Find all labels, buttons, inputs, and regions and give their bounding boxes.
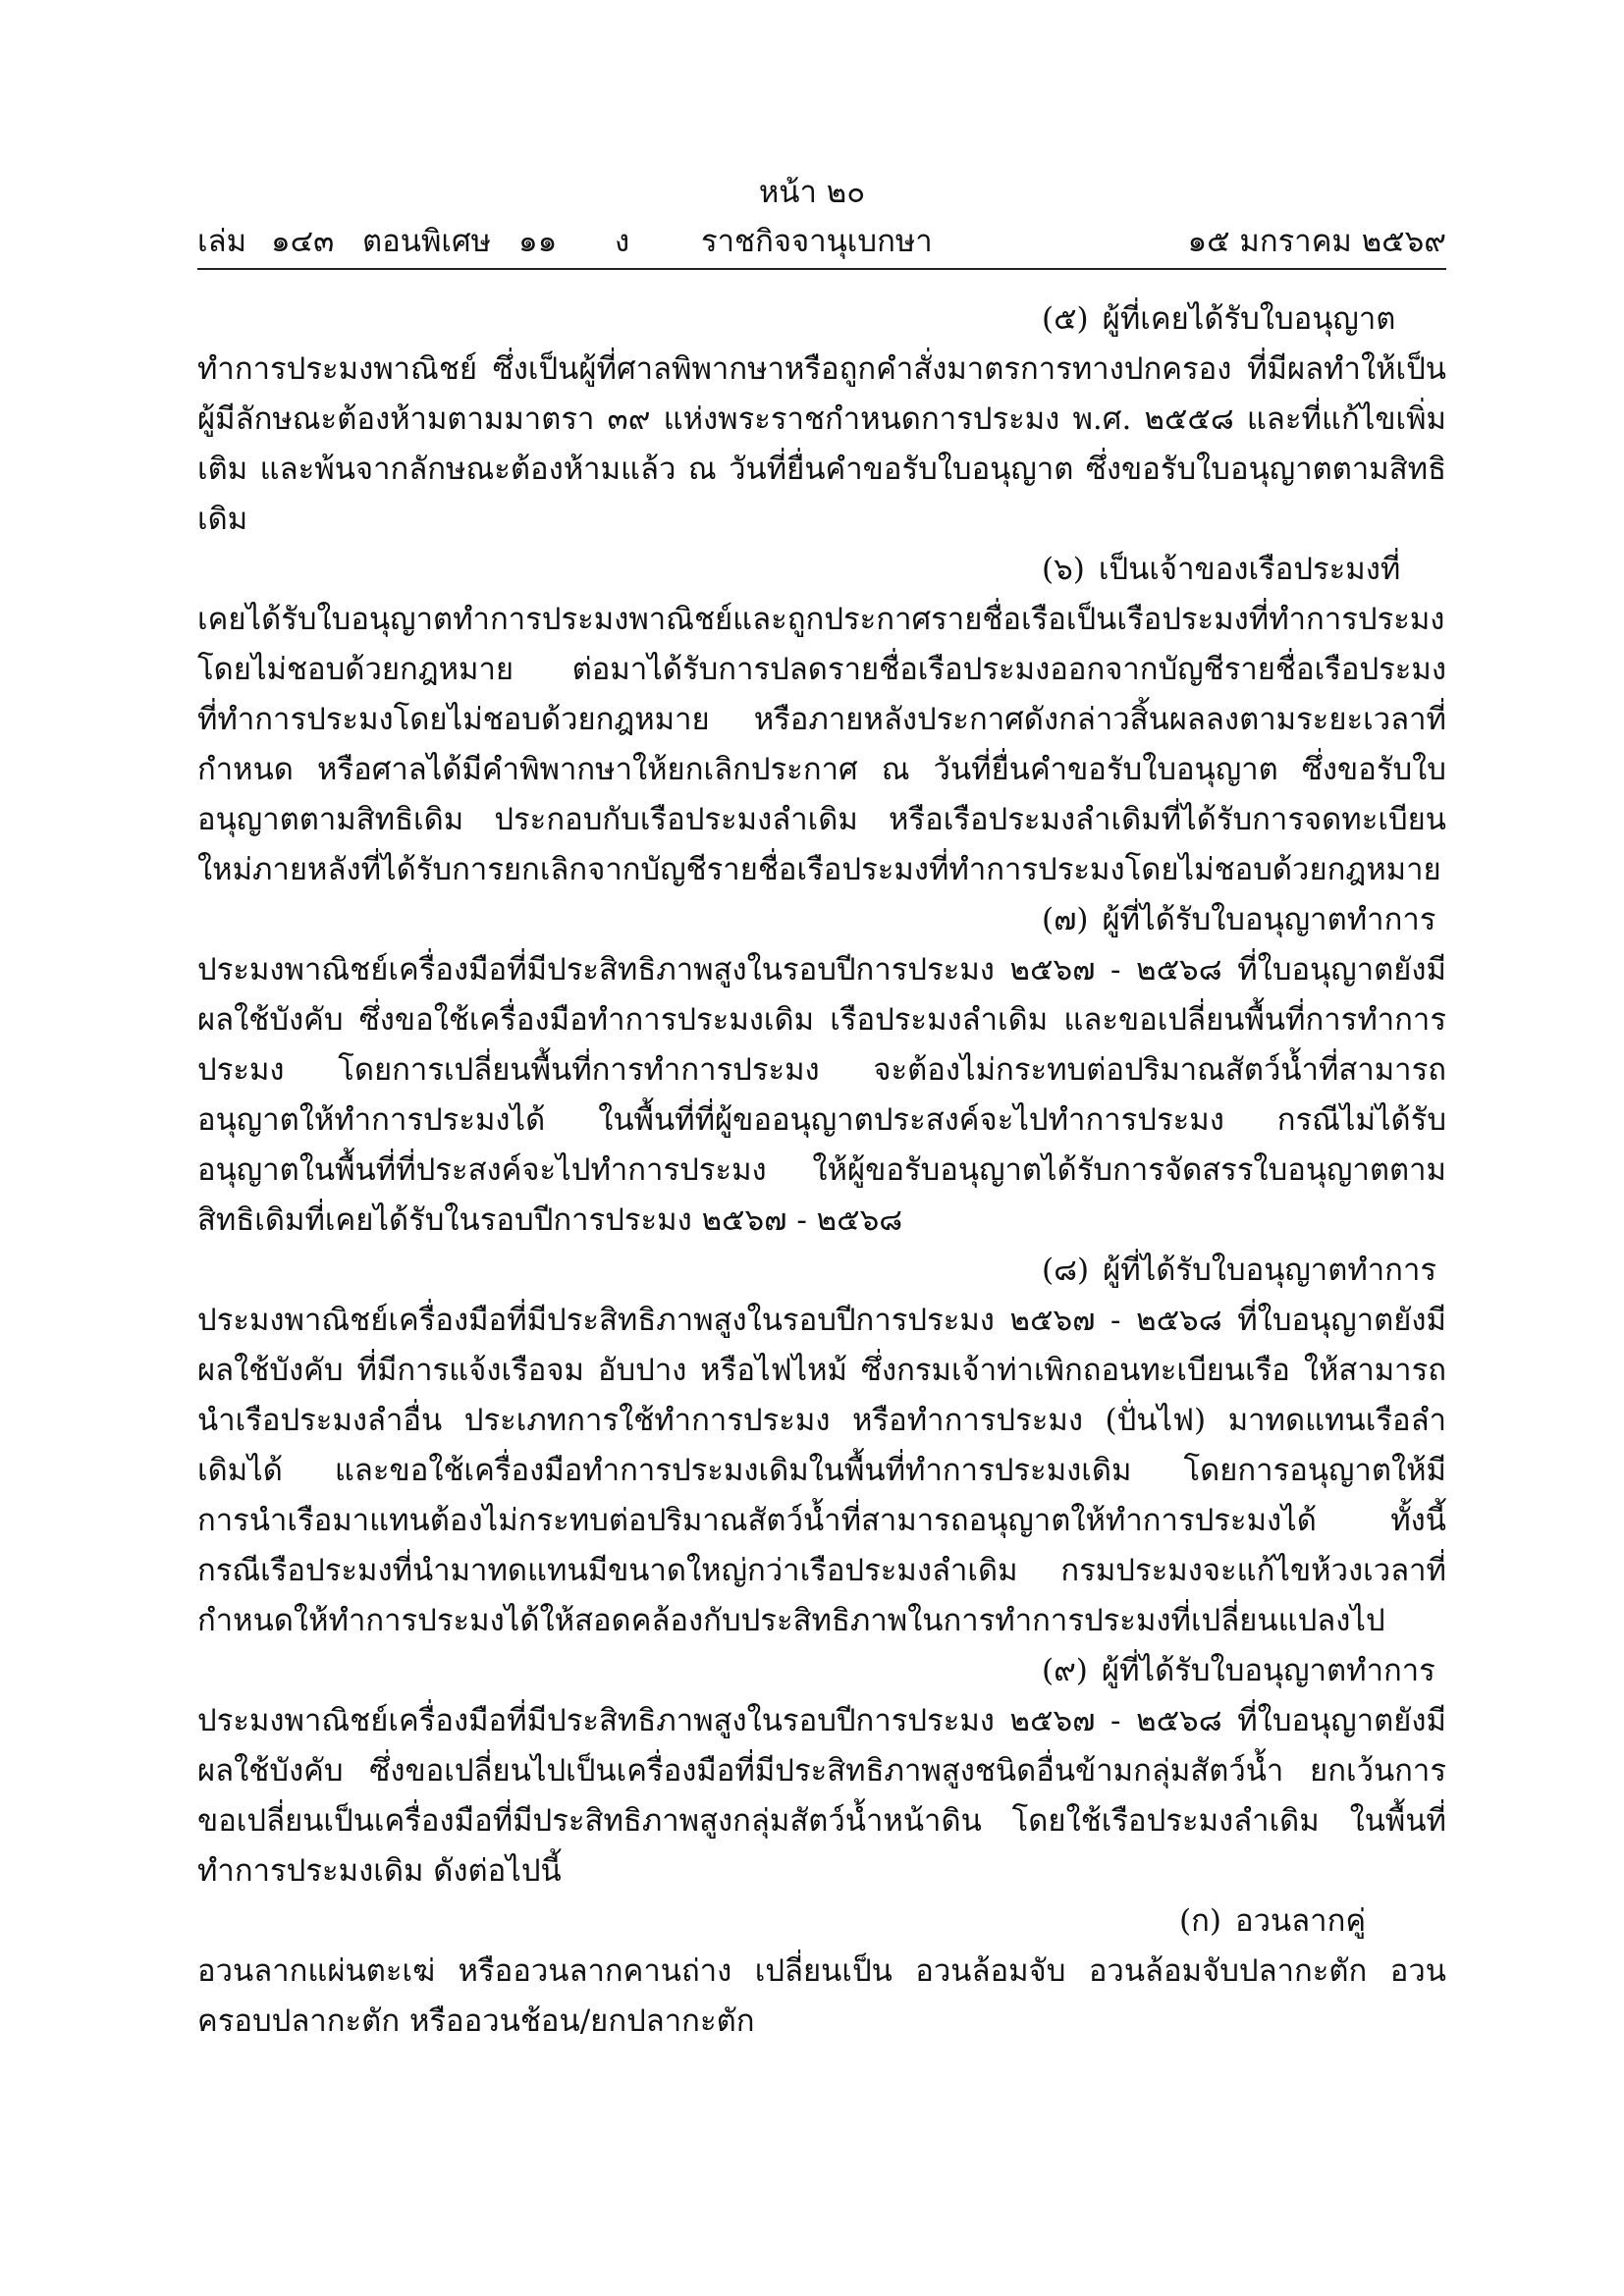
volume-label: เล่ม [197, 224, 247, 259]
clause-marker: (ก) [1179, 1903, 1221, 1939]
section-letter: ง [615, 224, 630, 259]
document-body [197, 294, 1446, 2047]
clause-marker: (๙) [1042, 1653, 1088, 1688]
clause-text: ผู้ที่เคยได้รับใบอนุญาตทำการประมงพาณิชย์ ซึ่งเป็นผู้ที่ศาลพิพากษาหรือถูกคำสั่งมาตรการทางปกครอง ที่มีผลทำให้เป็นผู้มีลักษณะต้องห้ามตามมาตรา ๓๙ แห่งพระราชกำหนดการประมง พ.ศ. ๒๕๕๘ และที่แก้ไขเพิ่มเติม และพ้นจากลักษณะต้องห้ามแล้ว ณ วันที่ยื่นคำขอรับใบอนุญาต ซึ่งขอรับใบอนุญาตตามสิทธิเดิม [197, 301, 1446, 537]
page-number: หน้า ๒๐ [758, 175, 866, 210]
clause-marker: (๖) [1042, 552, 1085, 587]
clause-marker: (๗) [1042, 902, 1089, 937]
clause-text: เป็นเจ้าของเรือประมงที่เคยได้รับใบอนุญาตทำการประมงพาณิชย์และถูกประกาศรายชื่อเรือเป็นเรือประมงที่ทำการประมงโดยไม่ชอบด้วยกฎหมาย ต่อมาได้รับการปลดรายชื่อเรือประมงออกจากบัญชีรายชื่อเรือประมงที่ทำการประมงโดยไม่ชอบด้วยกฎหมาย หรือภายหลังประกาศดังกล่าวสิ้นผลลงตามระยะเวลาที่กำหนด หรือศาลได้มีคำพิพากษาให้ยกเลิกประกาศ ณ วันที่ยื่นคำขอรับใบอนุญาต ซึ่งขอรับใบอนุญาตตามสิทธิเดิม ประกอบกับเรือประมงลำเดิม หรือเรือประมงลำเดิมที่ได้รับการจดทะเบียนใหม่ภายหลังที่ได้รับการยกเลิกจากบัญชีรายชื่อเรือประมงที่ทำการประมงโดยไม่ชอบด้วยกฎหมาย [197, 552, 1446, 887]
clause-marker: (๘) [1042, 1253, 1090, 1288]
clause-text: ผู้ที่ได้รับใบอนุญาตทำการประมงพาณิชย์เครื่องมือที่มีประสิทธิภาพสูงในรอบปีการประมง ๒๕๖๗ - ๒๕๖๘ ที่ใบอนุญาตยังมีผลใช้บังคับ ซึ่งขอเปลี่ยนไปเป็นเครื่องมือที่มีประสิทธิภาพสูงชนิดอื่นข้ามกลุ่มสัตว์น้ำ ยกเว้นการขอเปลี่ยนเป็นเครื่องมือที่มีประสิทธิภาพสูงกลุ่มสัตว์น้ำหน้าดิน โดยใช้เรือประมงลำเดิม ในพื้นที่ทำการประมงเดิม ดังต่อไปนี้ [197, 1653, 1446, 1889]
clause-7 [197, 895, 1446, 1246]
clause-6 [197, 545, 1446, 895]
clause-8 [197, 1246, 1446, 1646]
publication-date: ๑๕ มกราคม ๒๕๖๙ [1187, 224, 1446, 259]
gazette-header [197, 221, 1446, 262]
section-label: ตอนพิเศษ [362, 224, 492, 259]
clause-9 [197, 1646, 1446, 1896]
clause-text: อวนลากคู่ อวนลากแผ่นตะเฆ่ หรืออวนลากคานถ่าง เปลี่ยนเป็น อวนล้อมจับ อวนล้อมจับปลากะตัก อวนครอบปลากะตัก หรืออวนช้อน/ยกปลากะตัก [197, 1903, 1446, 2039]
clause-text: ผู้ที่ได้รับใบอนุญาตทำการประมงพาณิชย์เครื่องมือที่มีประสิทธิภาพสูงในรอบปีการประมง ๒๕๖๗ - ๒๕๖๘ ที่ใบอนุญาตยังมีผลใช้บังคับ ที่มีการแจ้งเรือจม อับปาง หรือไฟไหม้ ซึ่งกรมเจ้าท่าเพิกถอนทะเบียนเรือ ให้สามารถนำเรือประมงลำอื่น ประเภทการใช้ทำการประมง หรือทำการประมง (ปั่นไฟ) มาทดแทนเรือลำเดิมได้ และขอใช้เครื่องมือทำการประมงเดิมในพื้นที่ทำการประมงเดิม โดยการอนุญาตให้มีการนำเรือมาแทนต้องไม่กระทบต่อปริมาณสัตว์น้ำที่สามารถอนุญาตให้ทำการประมงได้ ทั้งนี้ กรณีเรือประมงที่นำมาทดแทนมีขนาดใหญ่กว่าเรือประมงลำเดิม กรมประมงจะแก้ไขห้วงเวลาที่กำหนดให้ทำการประมงได้ให้สอดคล้องกับประสิทธิภาพในการทำการประมงที่เปลี่ยนแปลงไป [197, 1253, 1446, 1638]
clause-marker: (๕) [1042, 301, 1089, 337]
sub-clause-a [197, 1896, 1446, 2047]
gazette-name: ราชกิจจานุเบกษา [701, 224, 933, 259]
clause-text: ผู้ที่ได้รับใบอนุญาตทำการประมงพาณิชย์เครื่องมือที่มีประสิทธิภาพสูงในรอบปีการประมง ๒๕๖๗ - ๒๕๖๘ ที่ใบอนุญาตยังมีผลใช้บังคับ ซึ่งขอใช้เครื่องมือทำการประมงเดิม เรือประมงลำเดิม และขอเปลี่ยนพื้นที่การทำการประมง โดยการเปลี่ยนพื้นที่การทำการประมง จะต้องไม่กระทบต่อปริมาณสัตว์น้ำที่สามารถอนุญาตให้ทำการประมงได้ ในพื้นที่ที่ผู้ขออนุญาตประสงค์จะไปทำการประมง กรณีไม่ได้รับอนุญาตในพื้นที่ที่ประสงค์จะไปทำการประมง ให้ผู้ขอรับอนุญาตได้รับการจัดสรรใบอนุญาตตามสิทธิเดิมที่เคยได้รับในรอบปีการประมง ๒๕๖๗ - ๒๕๖๘ [197, 902, 1446, 1238]
header-divider [197, 268, 1446, 270]
section-number: ๑๑ [518, 224, 558, 259]
clause-5 [197, 294, 1446, 545]
volume-number: ๑๔๓ [271, 224, 335, 259]
